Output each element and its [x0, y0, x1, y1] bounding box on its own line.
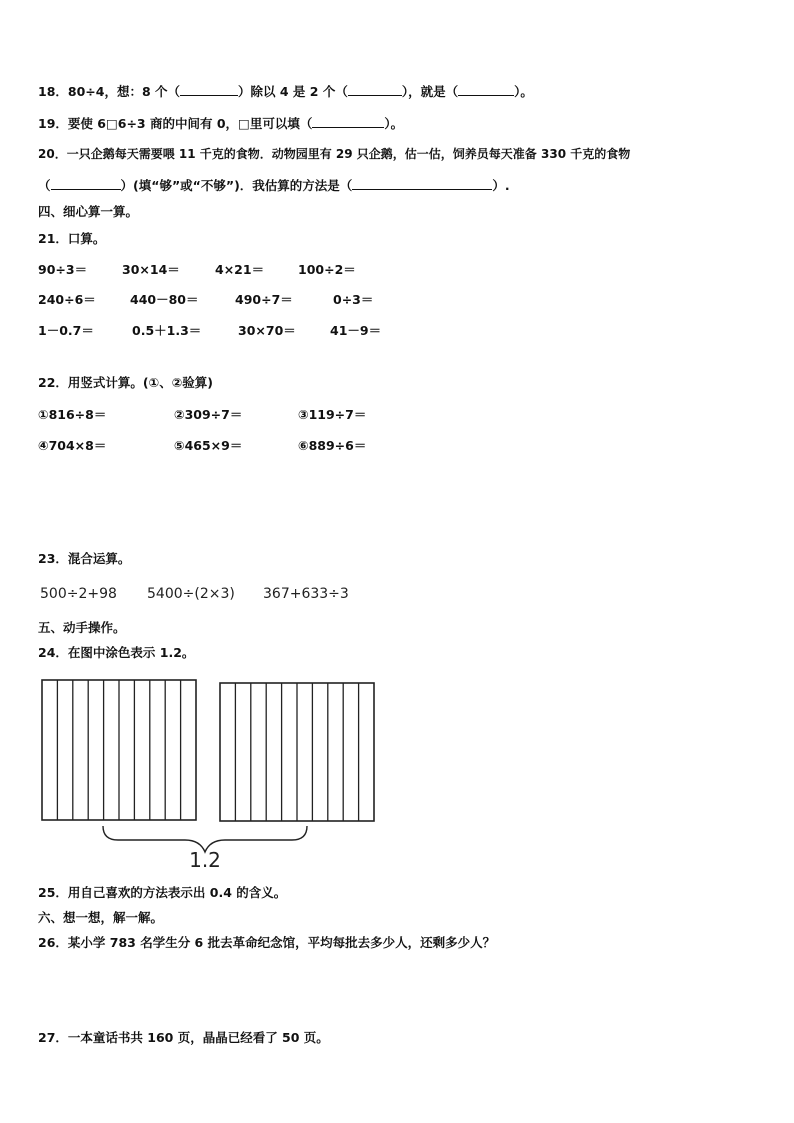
oral-calc-item: 41－9＝: [330, 323, 382, 338]
question-18: 18．80÷4，想：8 个（ ）除以 4 是 2 个（ ），就是（ ）。: [38, 84, 533, 99]
grid-square-left[interactable]: [42, 680, 196, 820]
figure-label: 1.2: [189, 848, 221, 872]
question-26: 26．某小学 783 名学生分 6 批去革命纪念馆，平均每批去多少人，还剩多少人？: [38, 935, 496, 950]
question-21-title: 21．口算。: [38, 231, 106, 246]
oral-calc-item: 0.5＋1.3＝: [132, 323, 202, 338]
section-6-heading: 六、想一想，解一解。: [38, 910, 164, 925]
mixed-calc-item: 5400÷(2×3): [147, 586, 235, 602]
vertical-calc-item: ②309÷7＝: [174, 407, 243, 422]
oral-calc-item: 4×21＝: [215, 262, 265, 277]
oral-calc-item: 30×70＝: [238, 323, 296, 338]
oral-calc-item: 100÷2＝: [298, 262, 356, 277]
section-5-heading: 五、动手操作。: [38, 620, 126, 635]
oral-calc-item: 490÷7＝: [235, 292, 293, 307]
question-19: 19．要使 6□6÷3 商的中间有 0，□里可以填（ ）。: [38, 116, 404, 131]
oral-calc-item: 1－0.7＝: [38, 323, 94, 338]
vertical-calc-item: ④704×8＝: [38, 438, 107, 453]
mixed-calc-item: 500÷2+98: [40, 586, 117, 602]
grid-square-right[interactable]: [220, 683, 374, 821]
vertical-calc-item: ③119÷7＝: [298, 407, 367, 422]
oral-calc-item: 440－80＝: [130, 292, 199, 307]
oral-calc-item: 0÷3＝: [333, 292, 374, 307]
question-27: 27．一本童话书共 160 页，晶晶已经看了 50 页。: [38, 1030, 329, 1045]
mixed-calc-item: 367+633÷3: [263, 586, 349, 602]
oral-calc-item: 30×14＝: [122, 262, 180, 277]
question-24-title: 24．在图中涂色表示 1.2。: [38, 645, 195, 660]
oral-calc-item: 90÷3＝: [38, 262, 88, 277]
question-20-line-1: 20．一只企鹅每天需要喂 11 千克的食物．动物园里有 29 只企鹅，估一估，饲养员每天准备 330 千克的食物: [38, 147, 631, 161]
oral-calc-item: 240÷6＝: [38, 292, 96, 307]
question-23-title: 23．混合运算。: [38, 551, 131, 566]
section-4-heading: 四、细心算一算。: [38, 204, 139, 219]
vertical-calc-item: ①816÷8＝: [38, 407, 107, 422]
question-20-line-2: （ ）(填“够”或“不够”)．我估算的方法是（ ）.: [38, 178, 510, 193]
vertical-calc-item: ⑤465×9＝: [174, 438, 243, 453]
question-22-title: 22．用竖式计算。(①、②验算): [38, 375, 213, 390]
vertical-calc-item: ⑥889÷6＝: [298, 438, 367, 453]
question-25: 25．用自己喜欢的方法表示出 0.4 的含义。: [38, 885, 287, 900]
